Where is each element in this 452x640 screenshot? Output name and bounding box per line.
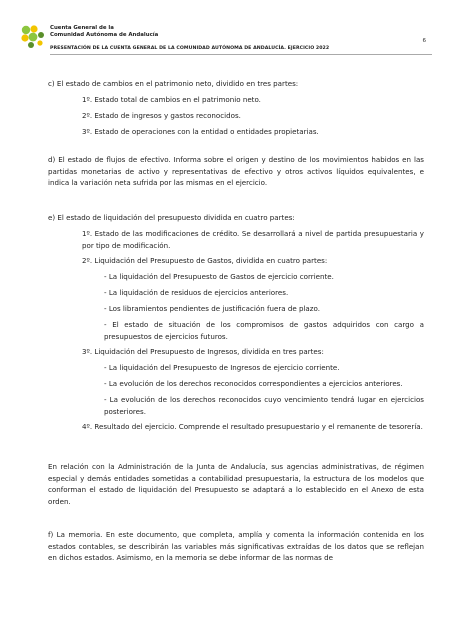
- section-e-item-4: 4º. Resultado del ejercicio. Comprende el resultado presupuestario y el remanente de tesorería.: [82, 422, 423, 431]
- section-e-title: e) El estado de liquidación del presupuesto dividida en cuatro partes:: [48, 213, 295, 222]
- ingresos-item-1: - La liquidación del Presupuesto de Ingresos de ejercicio corriente.: [104, 363, 340, 372]
- page-number: 6: [422, 38, 426, 44]
- ingresos-item-3: - La evolución de los derechos reconocidos cuyo vencimiento tendrá lugar en ejercicios posteriores.: [104, 395, 424, 416]
- gastos-item-4: - El estado de situación de los compromisos de gastos adquiridos con cargo a presupuestos de ejercicios futuros.: [104, 320, 424, 341]
- section-d-paragraph: d) El estado de flujos de efectivo. Informa sobre el origen y destino de los movimientos habidos en las partidas monetarias de activo y representativas de efectivo y otros activos líquidos equivalentes, e indica la variación neta sufrida por las mismas en el ejercicio.: [48, 155, 424, 188]
- organization-name: [50, 25, 158, 38]
- ingresos-item-2: - La evolución de los derechos reconocidos correspondientes a ejercicios anteriores.: [104, 379, 403, 388]
- administration-paragraph: En relación con la Administración de la Junta de Andalucía, sus agencias administrativas, de régimen especial y demás entidades sometidas a contabilidad presupuestaria, la estructura de los modelos que conforman el estado de liquidación del Presupuesto se adaptará a lo establecido en el Anexo de esta orden.: [48, 462, 424, 506]
- section-c-item-2: 2º. Estado de ingresos y gastos reconocidos.: [82, 111, 241, 120]
- gastos-item-2: - La liquidación de residuos de ejercicios anteriores.: [104, 288, 289, 297]
- section-e-item-2-title: 2º. Liquidación del Presupuesto de Gastos, dividida en cuatro partes:: [82, 256, 328, 265]
- logo-icon: [20, 24, 46, 50]
- section-c-item-3: 3º. Estado de operaciones con la entidad o entidades propietarias.: [82, 127, 319, 136]
- header-divider: [50, 54, 432, 55]
- gastos-item-1: - La liquidación del Presupuesto de Gastos de ejercicio corriente.: [104, 272, 334, 281]
- gastos-item-3: - Los libramientos pendientes de justificación fuera de plazo.: [104, 304, 320, 313]
- section-e-item-3-title: 3º. Liquidación del Presupuesto de Ingresos, dividida en tres partes:: [82, 347, 324, 356]
- section-e-item-1: 1º. Estado de las modificaciones de crédito. Se desarrollará a nivel de partida presupuestaria y por tipo de modificación.: [82, 229, 424, 250]
- org-line-1: Cuenta General de la: [50, 25, 114, 31]
- section-f-paragraph: f) La memoria. En este documento, que completa, amplía y comenta la información contenida en los estados contables, se describirán las variables más significativas extraídas de los datos que se reflejan en dichos estados. Asimismo, en la memoria se debe informar de las normas de: [48, 530, 424, 563]
- org-line-2: Comunidad Autónoma de Andalucía: [50, 31, 159, 38]
- document-title: PRESENTACIÓN DE LA CUENTA GENERAL DE LA COMUNIDAD AUTÓNOMA DE ANDALUCÍA. EJERCICIO 2022: [50, 46, 330, 51]
- section-c-item-1: 1º. Estado total de cambios en el patrimonio neto.: [82, 95, 261, 104]
- section-c-title: c) El estado de cambios en el patrimonio neto, dividido en tres partes:: [48, 79, 299, 88]
